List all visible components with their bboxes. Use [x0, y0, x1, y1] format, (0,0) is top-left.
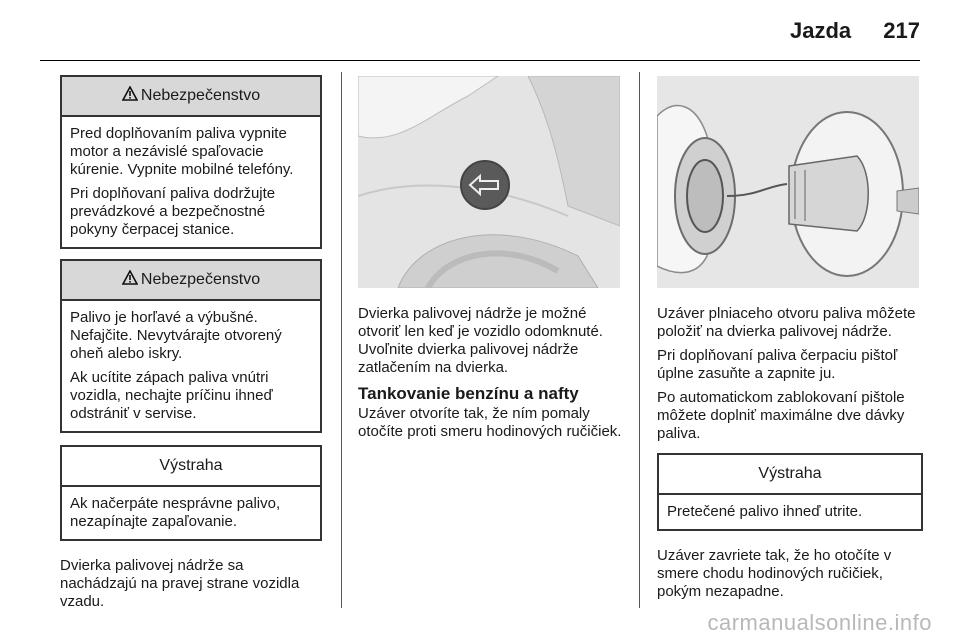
left-column — [60, 75, 322, 611]
section-title: Jazda — [790, 18, 852, 43]
caution-box-body — [659, 495, 921, 529]
caution-box-header — [62, 447, 320, 487]
danger-box-body — [62, 117, 320, 247]
caution-paragraph: Pretečené palivo ihneď utrite. — [667, 503, 863, 520]
middle-column-text — [358, 305, 624, 447]
warning-triangle-icon — [122, 270, 138, 290]
caution-box-title: Výstraha — [159, 457, 223, 474]
danger-box-title: Nebezpečenstvo — [140, 271, 261, 288]
right-column-text — [657, 305, 923, 607]
fuel-flap-illustration — [358, 76, 620, 288]
danger-box-2 — [60, 259, 322, 433]
body-paragraph: Uzáver otvoríte tak, že ním pomaly otočíte proti smeru hodinových ručičiek. — [358, 405, 622, 440]
body-paragraph: Uzáver zavriete tak, že ho otočíte v smere chodu hodinových ručičiek, pokým nezapadne. — [657, 547, 892, 600]
watermark: carmanualsonline.info — [707, 610, 932, 635]
warning-triangle-icon — [122, 86, 138, 106]
danger-paragraph: Palivo je horľavé a výbušné. Nefajčite. Nevytvárajte otvorený oheň alebo iskry. — [70, 309, 282, 362]
body-paragraph: Po automatickom zablokovaní pištole môžete doplniť maximálne dve dávky paliva. — [657, 389, 905, 442]
body-paragraph: Dvierka palivovej nádrže je možné otvoriť len keď je vozidlo odomknuté. Uvoľnite dvierka palivovej nádrže zatlačením na dvierka. — [358, 305, 603, 376]
page-number: 217 — [883, 18, 920, 43]
body-paragraph: Dvierka palivovej nádrže sa nachádzajú na pravej strane vozidla vzadu. — [60, 557, 300, 610]
caution-box-title: Výstraha — [758, 465, 822, 482]
caution-box-body — [62, 487, 320, 539]
danger-box-1 — [60, 75, 322, 249]
danger-box-header — [62, 261, 320, 301]
page-header — [790, 18, 920, 44]
danger-paragraph: Pri doplňovaní paliva dodržujte prevádzkové a bezpečnostné pokyny čerpacej stanice. — [70, 185, 276, 238]
caution-paragraph: Ak načerpáte nesprávne palivo, nezapínajte zapaľovanie. — [70, 495, 281, 530]
danger-box-title: Nebezpečenstvo — [140, 87, 261, 104]
caution-box-header — [659, 455, 921, 495]
caution-box — [60, 445, 322, 541]
fuel-cap-illustration — [657, 76, 919, 288]
body-paragraph: Uzáver plniaceho otvoru paliva môžete položiť na dvierka palivovej nádrže. — [657, 305, 916, 340]
body-paragraph: Pri doplňovaní paliva čerpaciu pištoľ úplne zasuňte a zapnite ju. — [657, 347, 898, 382]
header-rule — [40, 60, 920, 61]
danger-paragraph: Ak ucítite zápach paliva vnútri vozidla, nechajte príčinu ihneď odstrániť v servise. — [70, 369, 273, 422]
subheading: Tankovanie benzínu a nafty — [358, 384, 579, 403]
danger-box-body — [62, 301, 320, 431]
column-divider-1 — [341, 72, 342, 608]
danger-box-header — [62, 77, 320, 117]
danger-paragraph: Pred doplňovaním paliva vypnite motor a nezávislé spaľovacie kúrenie. Vypnite mobilné telefóny. — [70, 125, 294, 178]
column-divider-2 — [639, 72, 640, 608]
caution-box — [657, 453, 923, 531]
